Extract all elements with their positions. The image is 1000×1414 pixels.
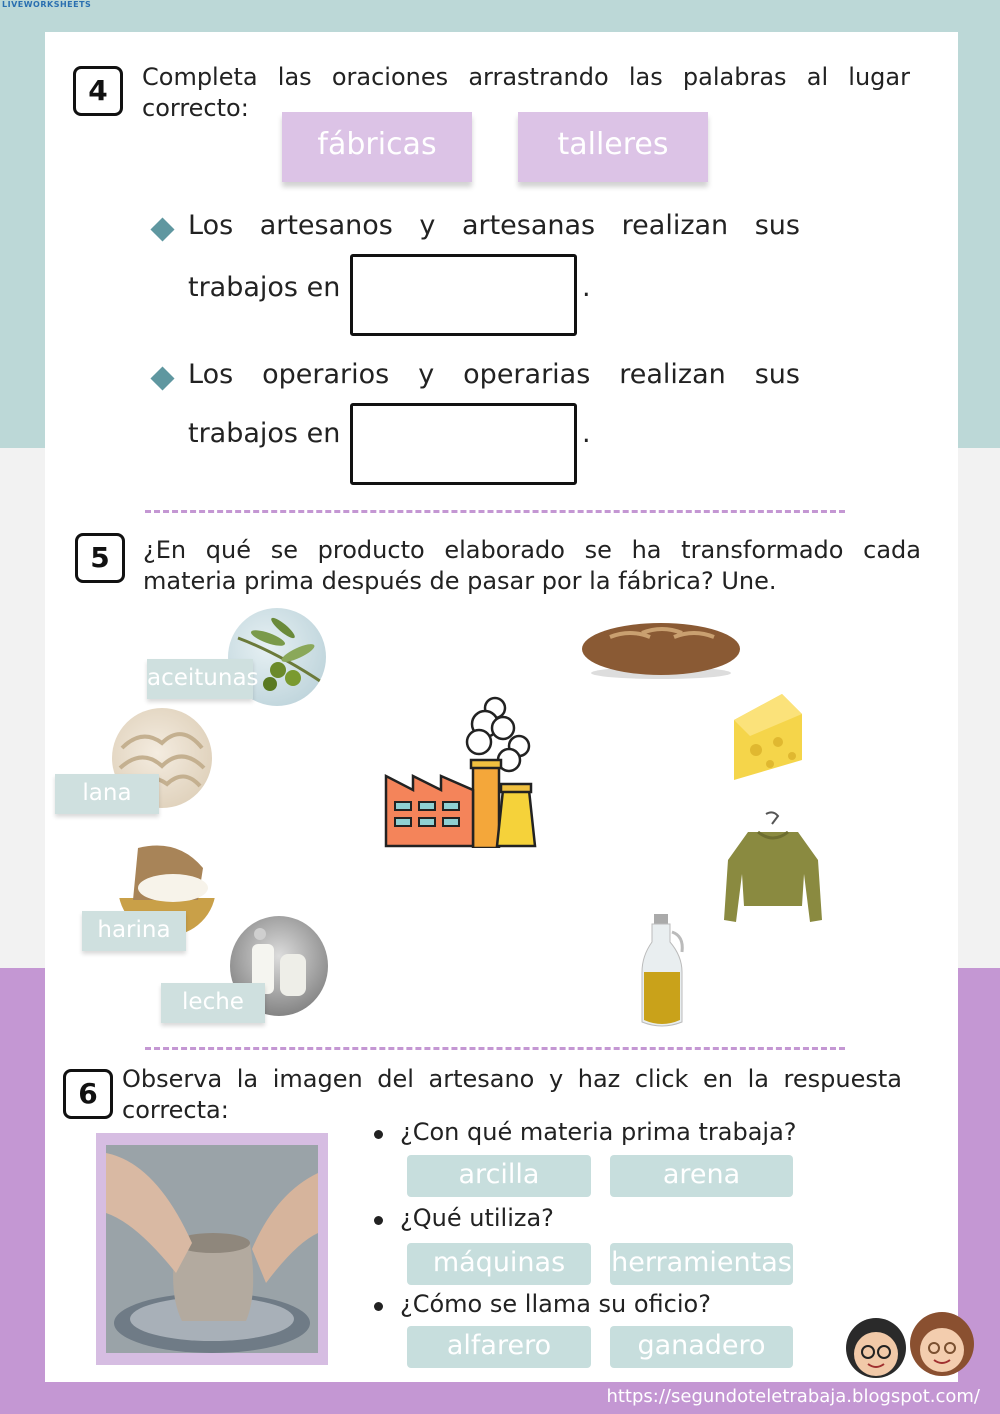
question-3: ¿Cómo se llama su oficio? — [400, 1290, 711, 1318]
factory-icon — [383, 690, 539, 848]
option-arcilla[interactable]: arcilla — [407, 1155, 591, 1197]
cheese-image — [730, 690, 804, 782]
chip-fabricas[interactable]: fábricas — [282, 112, 472, 182]
option-alfarero[interactable]: alfarero — [407, 1326, 591, 1368]
label-harina[interactable]: harina — [82, 911, 186, 951]
word: artesanas — [461, 210, 596, 241]
question-1: ¿Con qué materia prima trabaja? — [400, 1118, 797, 1146]
sentence-1-line-2: trabajos en — [188, 272, 341, 303]
question-bullet-icon — [374, 1130, 383, 1139]
word: y — [418, 359, 435, 390]
word: realizan — [621, 210, 729, 241]
blog-url[interactable]: https://segundoteletrabaja.blogspot.com/ — [606, 1386, 980, 1407]
dashed-divider — [145, 510, 845, 513]
sentence-2-line-2: trabajos en — [188, 418, 341, 449]
option-arena[interactable]: arena — [610, 1155, 793, 1197]
sentence-1-line-1 — [188, 210, 800, 241]
label-leche[interactable]: leche — [161, 983, 265, 1023]
question-bullet-icon — [374, 1302, 383, 1311]
section-4-number: 4 — [73, 66, 123, 116]
section-4-instruction: Completa las oraciones arrastrando las palabras al lugar correcto: — [142, 63, 910, 122]
word: operarias — [463, 359, 591, 390]
chip-talleres[interactable]: talleres — [518, 112, 708, 182]
brand-logo-text: LIVEWORKSHEETS — [2, 0, 92, 9]
section-5-instruction: ¿En qué se producto elaborado se ha transformado cada materia prima después de pasar por la fábrica? Une. — [143, 536, 921, 595]
question-2: ¿Qué utiliza? — [400, 1204, 554, 1232]
word: y — [419, 210, 436, 241]
oil-bottle-image — [638, 912, 686, 1030]
word: operarios — [262, 359, 390, 390]
sentence-1-period: . — [582, 272, 591, 303]
word: Los — [188, 210, 234, 241]
sentence-2-line-1 — [188, 359, 800, 390]
option-herramientas[interactable]: herramientas — [610, 1243, 793, 1285]
question-bullet-icon — [374, 1216, 383, 1225]
option-maquinas[interactable]: máquinas — [407, 1243, 591, 1285]
word: artesanos — [259, 210, 393, 241]
dashed-divider — [145, 1047, 845, 1050]
sweater-image — [718, 810, 828, 928]
label-aceitunas[interactable]: aceitunas — [147, 659, 253, 699]
section-6-instruction: Observa la imagen del artesano y haz click en la respuesta correcta: — [122, 1065, 902, 1124]
drop-target-2[interactable] — [350, 403, 577, 485]
label-lana[interactable]: lana — [55, 774, 159, 814]
word: sus — [754, 359, 800, 390]
section-5-number: 5 — [75, 533, 125, 583]
option-ganadero[interactable]: ganadero — [610, 1326, 793, 1368]
pottery-photo — [96, 1133, 328, 1365]
sentence-2-period: . — [582, 418, 591, 449]
section-6-number: 6 — [63, 1069, 113, 1119]
drop-target-1[interactable] — [350, 254, 577, 336]
word: Los — [188, 359, 234, 390]
word: sus — [754, 210, 800, 241]
bread-image — [580, 615, 742, 680]
word: realizan — [619, 359, 726, 390]
avatars-image — [842, 1306, 982, 1388]
